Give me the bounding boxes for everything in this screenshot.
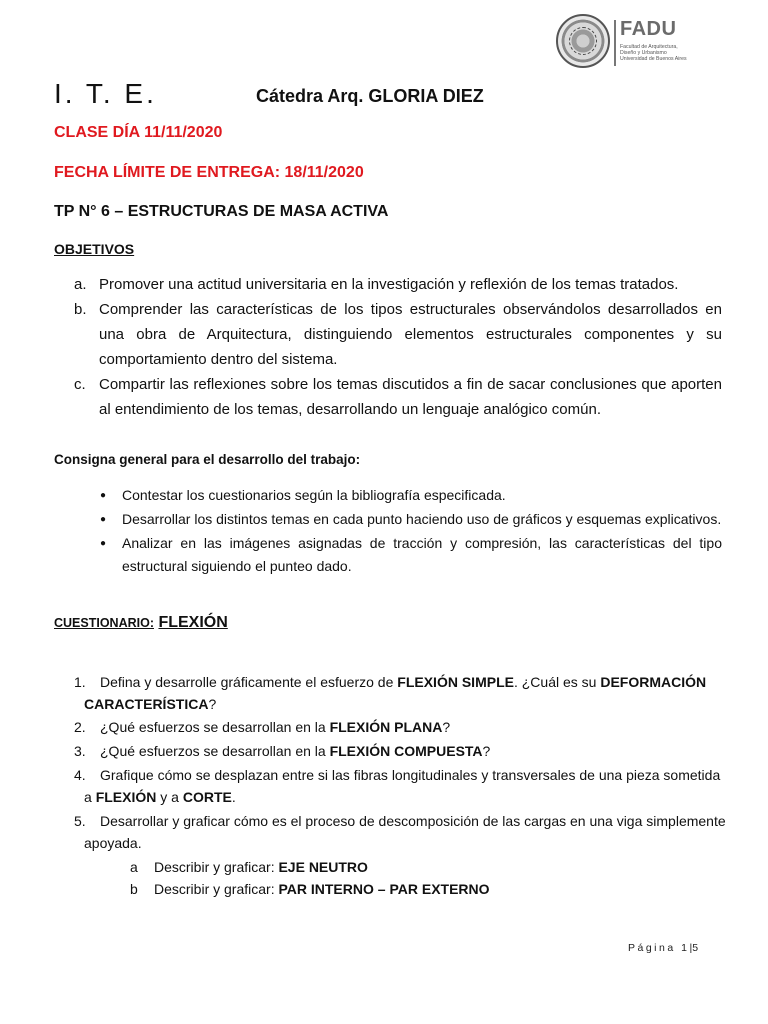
catedra-title: Cátedra Arq. GLORIA DIEZ [256, 86, 484, 106]
deadline-date: FECHA LÍMITE DE ENTREGA: 18/11/2020 [54, 164, 364, 181]
question-4: 4. Grafique cómo se desplazan entre si las fibras longitudinales y transversales de una pieza sometida [74, 767, 721, 783]
list-item: a. Promover una actitud universitaria en la investigación y reflexión de los temas tratados. [74, 276, 679, 293]
question-2: 2. ¿Qué esfuerzos se desarrollan en la FLEXIÓN PLANA? [74, 719, 451, 735]
clase-date: CLASE DÍA 11/11/2020 [54, 124, 223, 141]
university-seal-logo [556, 14, 610, 68]
question-5: 5. Desarrollar y graficar cómo es el proceso de descomposición de las cargas en una viga simplemente [74, 813, 726, 829]
fadu-logo-text: FADU [620, 18, 677, 40]
fadu-logo-subtitle: Facultad de Arquitectura, Diseño y Urbanismo Universidad de Buenos Aires [620, 44, 687, 62]
question-1-cont: CARACTERÍSTICA? [84, 696, 217, 712]
list-item: ● Analizar en las imágenes asignadas de tracción y compresión, las características del tipo estructural siguiendo el punteo dado. [54, 532, 722, 578]
objetivos-heading: OBJETIVOS [54, 241, 135, 257]
consigna-list [54, 484, 722, 579]
consigna-heading: Consigna general para el desarrollo del trabajo: [54, 452, 361, 467]
bullet-icon: ● [100, 514, 107, 525]
list-item: ● Contestar los cuestionarios según la bibliografía especificada. [54, 484, 722, 507]
cuestionario-heading: CUESTIONARIO: FLEXIÓN [54, 614, 228, 631]
list-item: b. Comprender las características de los tipos estructurales observándolos desarrollados en una obra de Arquitectura, distinguiendo elementos estructurales componentes y su comportamiento dentro del sistema. [74, 301, 722, 368]
question-5b: b Describir y graficar: PAR INTERNO – PAR EXTERNO [130, 881, 490, 897]
list-item: c. Compartir las reflexiones sobre los temas discutidos a fin de sacar conclusiones que aporten al entendimiento de los temas, desarrollando un lenguaje analógico común. [74, 376, 722, 418]
logo-divider [614, 20, 616, 66]
bullet-icon: ● [100, 490, 107, 501]
question-1: 1. Defina y desarrolle gráficamente el esfuerzo de FLEXIÓN SIMPLE. ¿Cuál es su DEFORMACIÓN [74, 674, 707, 690]
tp-title: TP N° 6 – ESTRUCTURAS DE MASA ACTIVA [54, 203, 389, 220]
objetivos-list [54, 272, 722, 422]
question-3: 3. ¿Qué esfuerzos se desarrollan en la FLEXIÓN COMPUESTA? [74, 743, 491, 759]
page-number: Página 1|5 [628, 942, 701, 954]
list-item: ● Desarrollar los distintos temas en cada punto haciendo uso de gráficos y esquemas explicativos. [54, 508, 722, 531]
course-code: I. T. E. [54, 78, 157, 109]
question-5-cont: apoyada. [84, 835, 142, 851]
question-4-cont: a FLEXIÓN y a CORTE. [84, 789, 236, 805]
question-5a: a Describir y graficar: EJE NEUTRO [130, 859, 368, 875]
bullet-icon: ● [100, 538, 107, 549]
